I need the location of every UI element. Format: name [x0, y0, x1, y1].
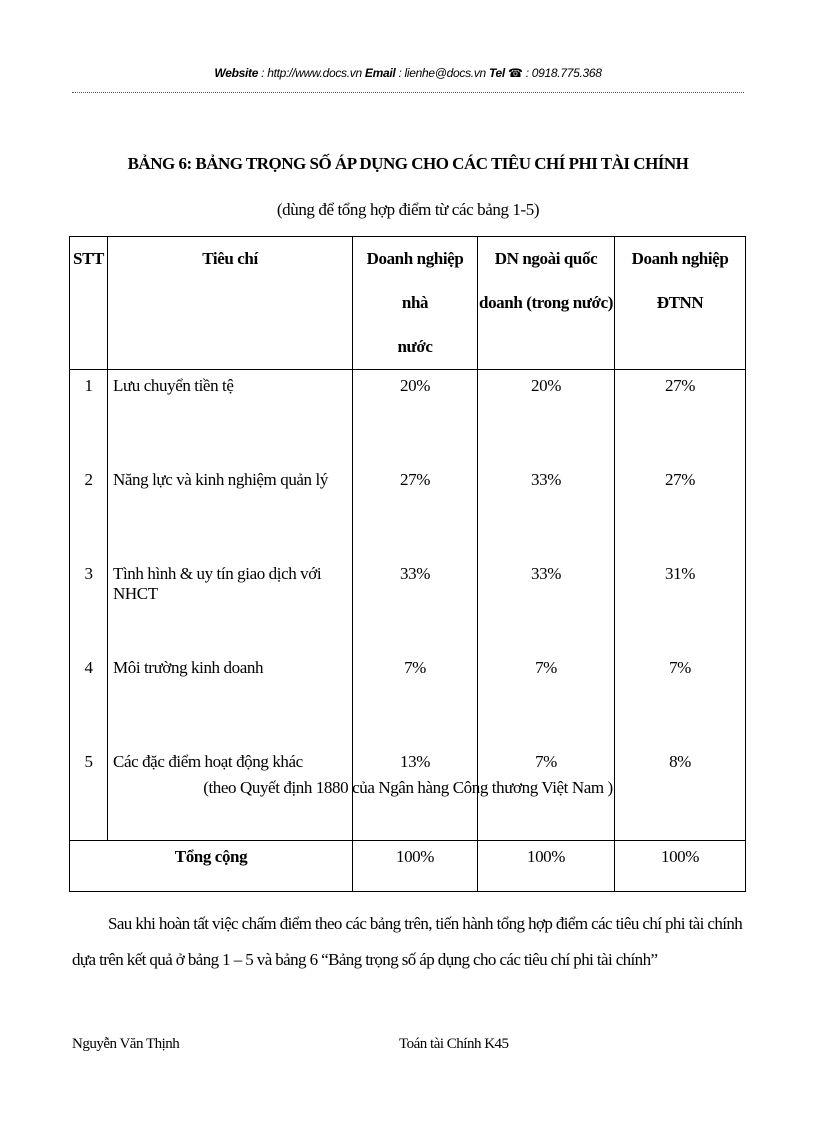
row-stt: 3: [70, 558, 108, 652]
table-row: [70, 558, 746, 652]
row-private-value: 7%: [478, 746, 615, 841]
total-row: [70, 841, 746, 892]
row-criteria: Năng lực và kinh nghiệm quản lý: [108, 464, 353, 558]
row-stt: 1: [70, 370, 108, 465]
table-row: [70, 464, 746, 558]
tel-label: Tel: [488, 66, 505, 80]
table-row: [70, 370, 746, 465]
row-criteria: Lưu chuyển tiền tệ: [108, 370, 353, 465]
row-stt: 4: [70, 652, 108, 746]
header-fdi-line2: ĐTNN: [656, 293, 704, 312]
table-title: BẢNG 6: BẢNG TRỌNG SỐ ÁP DỤNG CHO CÁC TIÊU CHÍ PHI TÀI CHÍNH: [127, 154, 689, 173]
body-paragraph: Sau khi hoàn tất việc chấm điểm theo các bảng trên, tiến hành tổng hợp điểm các tiêu chí phi tài chính dựa trên kết quả ở bảng 1 – 5 và bảng 6 “Bảng trọng số áp dụng cho các tiêu chí phi tài chính”: [72, 914, 743, 969]
phone-icon: ☎: [508, 66, 523, 80]
header-fdi-enterprise: [615, 237, 746, 370]
header-fdi-line1: Doanh nghiệp: [631, 249, 729, 268]
row-stt: 5: [70, 746, 108, 841]
page-header: [0, 66, 816, 80]
row-state-value: 7%: [353, 652, 478, 746]
footer-class: Toán tài Chính K45: [399, 1036, 509, 1052]
header-state-enterprise: [353, 237, 478, 370]
header-state-line2: nước: [397, 337, 433, 356]
row-criteria: Môi trường kinh doanh: [108, 652, 353, 746]
row-state-value: 20%: [353, 370, 478, 465]
row-state-value: 27%: [353, 464, 478, 558]
row-private-value: 20%: [478, 370, 615, 465]
row-state-value: 13%: [353, 746, 478, 841]
row-fdi-value: 31%: [615, 558, 746, 652]
website-label: Website: [214, 66, 259, 80]
row-private-value: 33%: [478, 464, 615, 558]
row-fdi-value: 27%: [615, 464, 746, 558]
table-subtitle: (dùng để tổng hợp điểm từ các bảng 1-5): [276, 200, 540, 219]
row-state-value: 33%: [353, 558, 478, 652]
header-state-line1: Doanh nghiệp nhà: [366, 249, 464, 312]
tel-value: : 0918.775.368: [525, 66, 602, 80]
header-divider: [72, 92, 744, 93]
email-label: Email: [364, 66, 396, 80]
total-state-value: 100%: [353, 841, 478, 892]
email-value: : lienhe@docs.vn: [398, 66, 486, 80]
table-row: [70, 652, 746, 746]
total-fdi-value: 100%: [615, 841, 746, 892]
row-private-value: 7%: [478, 652, 615, 746]
row-criteria: Các đặc điểm hoạt động khác: [108, 746, 353, 841]
header-private-line1: DN ngoài quốc: [494, 249, 598, 268]
row-stt: 2: [70, 464, 108, 558]
total-private-value: 100%: [478, 841, 615, 892]
source-note: (theo Quyết định 1880 của Ngân hàng Công thương Việt Nam ): [203, 778, 613, 797]
row-fdi-value: 8%: [615, 746, 746, 841]
header-stt: STT: [70, 237, 108, 370]
header-criteria: Tiêu chí: [108, 237, 353, 370]
total-label: Tổng cộng: [70, 841, 353, 892]
website-value: : http://www.docs.vn: [261, 66, 362, 80]
header-private-enterprise: [478, 237, 615, 370]
header-private-line2: doanh (trong nước): [479, 293, 613, 312]
table-header-row: [70, 237, 746, 370]
row-fdi-value: 7%: [615, 652, 746, 746]
footer-author: Nguyễn Văn Thịnh: [72, 1036, 180, 1052]
row-private-value: 33%: [478, 558, 615, 652]
row-fdi-value: 27%: [615, 370, 746, 465]
row-criteria: Tình hình & uy tín giao dịch với NHCT: [108, 558, 353, 652]
